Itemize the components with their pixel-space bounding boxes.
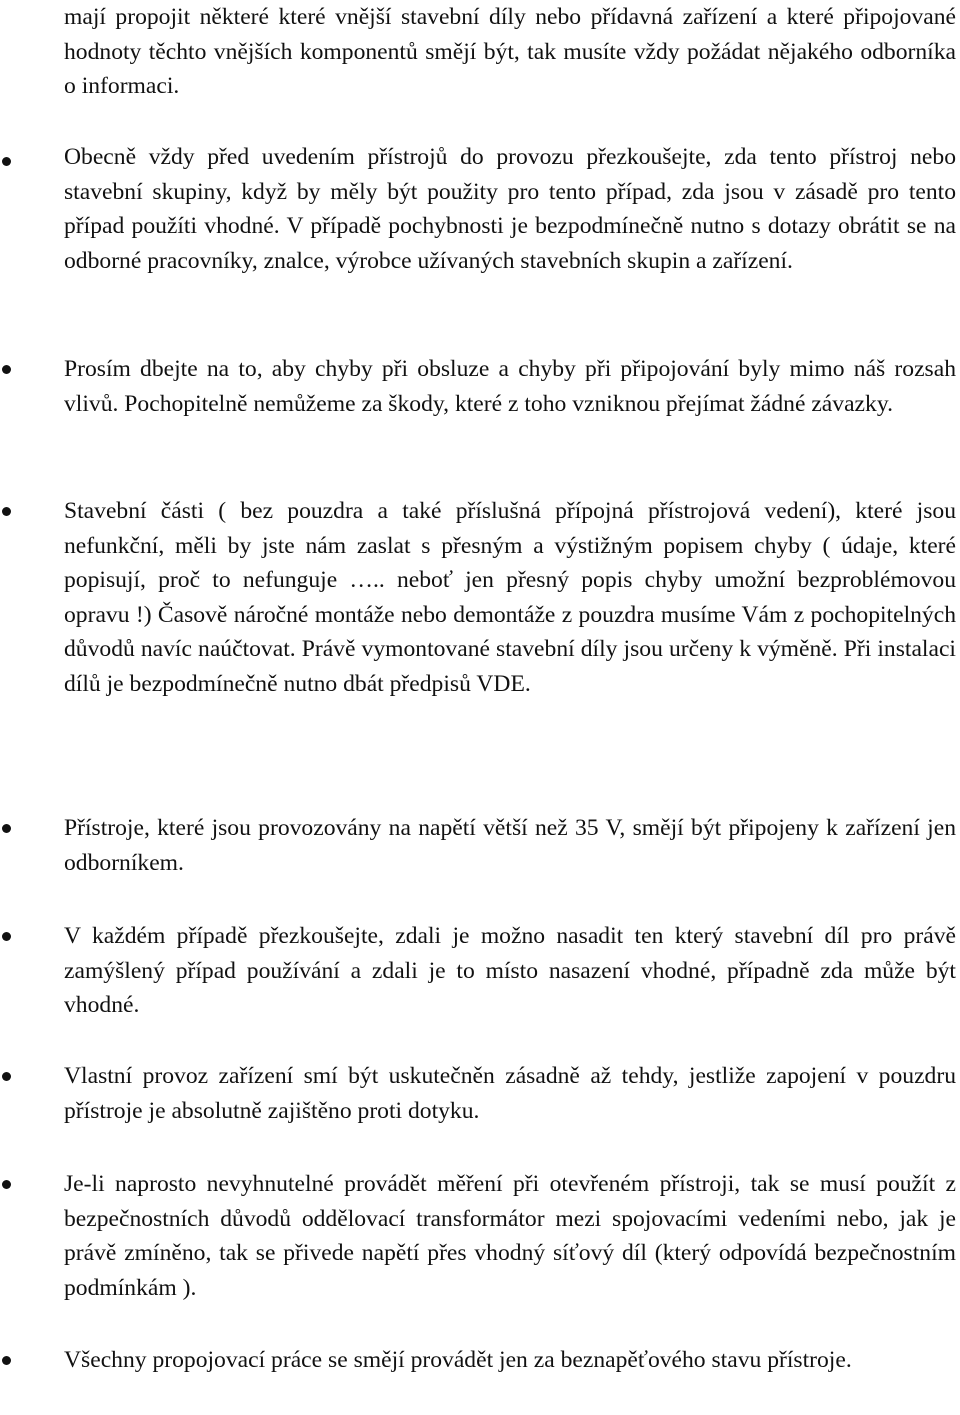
paragraph-continuation: mají propojit některé které vnější stavební díly nebo přídavná zařízení a které připojované hodnoty těchto vnějších komponentů smějí být, tak musíte vždy požádat nějakého odborníka o informaci. (64, 4, 956, 99)
bullet-paragraph-4: Přístroje, které jsou provozovány na napětí větší než 35 V, smějí být připojeny k zařízení jen odborníkem. (64, 815, 956, 876)
bullet-paragraph-8: Všechny propojovací práce se smějí provádět jen za beznapěťového stavu přístroje. (64, 1347, 852, 1373)
bullet-paragraph-2: Prosím dbejte na to, aby chyby při obsluze a chyby při připojování byly mimo náš rozsah vlivů. Pochopitelně nemůžeme za škody, které z toho vzniknou přejímat žádné závazky. (64, 356, 956, 417)
bullet-icon (2, 507, 11, 516)
bullet-paragraph-5: V každém případě přezkoušejte, zdali je možno nasadit ten který stavební díl pro právě zamýšlený případ používání a zdali je to místo nasazení vhodné, případně zda může být vhodné. (64, 923, 956, 1018)
bullet-paragraph-7: Je-li naprosto nevyhnutelné provádět měření při otevřeném přístroji, tak se musí použít z bezpečnostních důvodů oddělovací transformátor mezi spojovacími vedeními nebo, jak je právě zmíněno, tak se přivede napětí přes vhodný síťový díl (který odpovídá bezpečnostním podmínkám ). (64, 1171, 956, 1301)
bullet-icon (2, 932, 11, 941)
bullet-icon (2, 365, 11, 374)
bullet-icon (2, 1356, 11, 1365)
bullet-paragraph-1: Obecně vždy před uvedením přístrojů do provozu přezkoušejte, zda tento přístroj nebo stavební skupiny, když by měly být použity pro tento případ, zda jsou v zásadě pro tento případ použíti vhodné. V případě pochybnosti je bezpodmínečně nutno s dotazy obrátit se na odborné pracovníky, znalce, výrobce užívaných stavebních skupin a zařízení. (64, 144, 956, 274)
bullet-icon (2, 157, 11, 166)
bullet-icon (2, 1180, 11, 1189)
bullet-icon (2, 1072, 11, 1081)
bullet-icon (2, 824, 11, 833)
bullet-paragraph-3: Stavební části ( bez pouzdra a také příslušná přípojná přístrojová vedení), které jsou nefunkční, měli by jste nám zaslat s přesným a výstižným popisem chyby ( údaje, které popisují, proč to nefunguje ….. neboť jen přesný popis chyby umožní bezproblémovou opravu !) Časově náročné montáže nebo demontáže z pouzdra musíme Vám z pochopitelných důvodů navíc naúčtovat. Právě vymontované stavební díly jsou určeny k výměně. Při instalaci dílů je bezpodmínečně nutno dbát předpisů VDE. (64, 498, 956, 697)
bullet-paragraph-6: Vlastní provoz zařízení smí být uskutečněn zásadně až tehdy, jestliže zapojení v pouzdru přístroje je absolutně zajištěno proti dotyku. (64, 1063, 956, 1124)
